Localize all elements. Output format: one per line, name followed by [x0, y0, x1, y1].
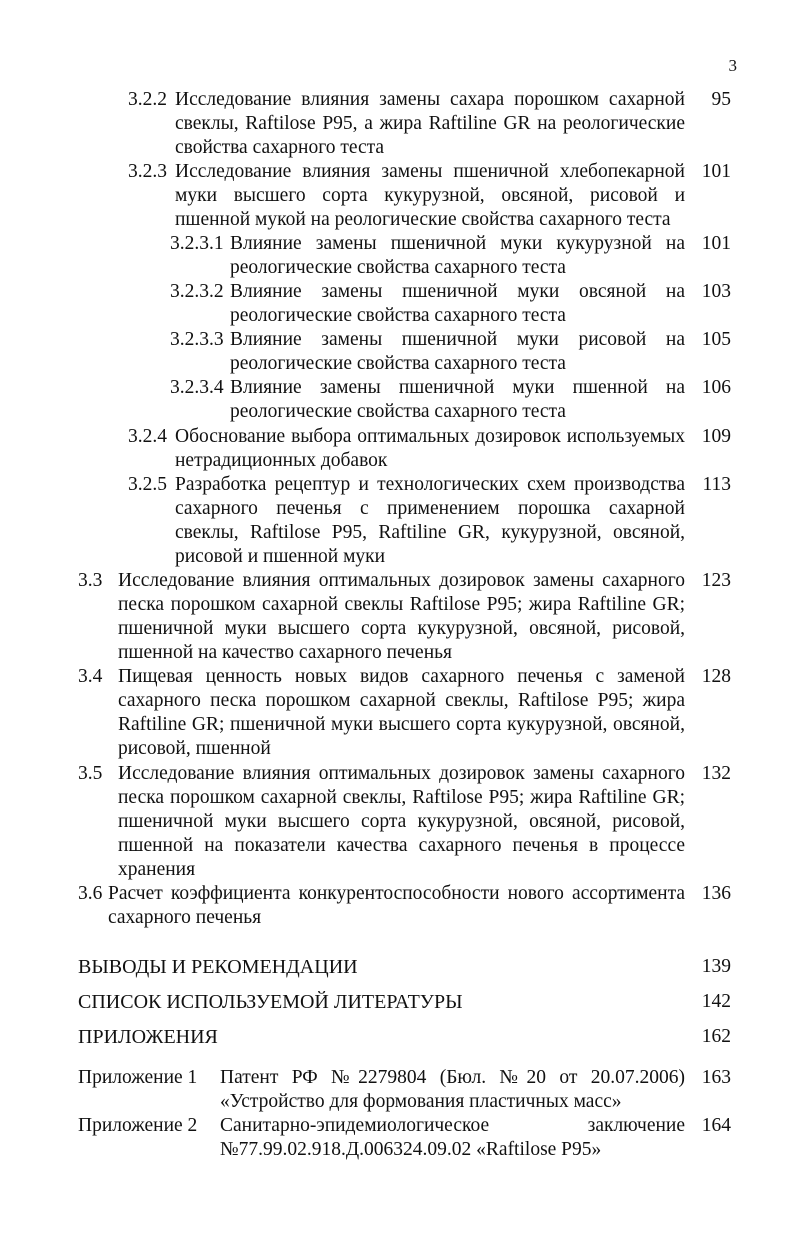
toc-entry-title: Исследование влияния замены сахара порошком сахарной свеклы, Raftilose P95, а жира Raftiline GR на реологические свойства сахарного теста: [175, 89, 685, 158]
toc-entry-page: 123: [701, 570, 731, 591]
toc-section-page: 162: [701, 1026, 731, 1047]
toc-entry-title: Расчет коэффициента конкурентоспособности нового ассортимента сахарного печенья: [108, 883, 685, 928]
toc-entry-page: 106: [701, 377, 731, 398]
appendix-page: 164: [701, 1115, 731, 1136]
toc-entry-page: 109: [701, 426, 731, 447]
appendix-title: Санитарно-эпидемиологическое заключение №77.99.02.918.Д.006324.09.02 «Raftilose P95»: [220, 1115, 685, 1160]
appendix-page: 163: [701, 1067, 731, 1088]
toc-entry-title: Исследование влияния оптимальных дозировок замены сахарного песка порошком сахарной свеклы Raftilose P95; жира Raftiline GR; пшеничной муки высшего сорта кукурузной, овсяной, рисовой, пшенной на качество сахарного печенья: [118, 570, 685, 663]
toc-entry-number: 3.6: [78, 883, 103, 904]
toc-entry-title: Исследование влияния замены пшеничной хлебопекарной муки высшего сорта кукурузной, овсяной, рисовой и пшенной мукой на реологические свойства сахарного теста: [175, 161, 685, 230]
toc-entry-page: 105: [701, 329, 731, 350]
toc-entry-title: Пищевая ценность новых видов сахарного печенья с заменой сахарного песка порошком сахарной свеклы, Raftilose P95; жира Raftiline GR; пшеничной муки высшего сорта кукурузной, овсяной, рисовой, пшенной: [118, 666, 685, 759]
toc-entry-number: 3.3: [78, 570, 103, 591]
toc-entry-number: 3.2.3.2: [170, 281, 224, 302]
appendix-title: Патент РФ №2279804 (Бюл. №20 от 20.07.2006) «Устройство для формования пластичных масс»: [220, 1067, 685, 1112]
toc-entry-page: 128: [701, 666, 731, 687]
toc-section-page: 139: [701, 956, 731, 977]
toc-entry-number: 3.2.3: [128, 161, 167, 182]
toc-entry-number: 3.2.2: [128, 89, 167, 110]
toc-entry-number: 3.2.5: [128, 474, 167, 495]
appendix-label: Приложение 2: [78, 1115, 198, 1136]
toc-entry-page: 136: [701, 883, 731, 904]
toc-entry-number: 3.4: [78, 666, 103, 687]
toc-entry-title: Исследование влияния оптимальных дозировок замены сахарного песка порошком сахарной свеклы, Raftilose P95; жира Raftiline GR; пшеничной муки высшего сорта кукурузной, овсяной, рисовой, пшенной на показатели качества сахарного печенья в процессе хранения: [118, 763, 685, 880]
toc-entry-page: 101: [701, 233, 731, 254]
toc-entry-page: 132: [701, 763, 731, 784]
toc-entry-title: Влияние замены пшеничной муки пшенной на реологические свойства сахарного теста: [230, 377, 685, 422]
toc-entry-title: Влияние замены пшеничной муки кукурузной на реологические свойства сахарного теста: [230, 233, 685, 278]
toc-entry-title: Влияние замены пшеничной муки овсяной на реологические свойства сахарного теста: [230, 281, 685, 326]
toc-entry-title: Обоснование выбора оптимальных дозировок используемых нетрадиционных добавок: [175, 426, 685, 471]
toc-entry-number: 3.2.3.4: [170, 377, 224, 398]
toc-section-page: 142: [701, 991, 731, 1012]
appendix-label: Приложение 1: [78, 1067, 198, 1088]
toc-entry-page: 113: [702, 474, 731, 495]
toc-section-title: ПРИЛОЖЕНИЯ: [78, 1026, 218, 1048]
toc-entry-page: 103: [701, 281, 731, 302]
toc-entry-number: 3.2.3.1: [170, 233, 224, 254]
page-number: 3: [728, 56, 737, 75]
toc-entry-title: Разработка рецептур и технологических схем производства сахарного печенья с применением порошка сахарной свеклы, Raftilose P95, Raftiline GR, кукурузной, овсяной, рисовой и пшенной муки: [175, 474, 685, 567]
toc-entry-number: 3.2.4: [128, 426, 167, 447]
toc-section-title: СПИСОК ИСПОЛЬЗУЕМОЙ ЛИТЕРАТУРЫ: [78, 991, 463, 1013]
toc-entry-page: 101: [701, 161, 731, 182]
toc-entry-number: 3.5: [78, 763, 103, 784]
toc-entry-page: 95: [711, 89, 731, 110]
toc-section-title: ВЫВОДЫ И РЕКОМЕНДАЦИИ: [78, 956, 358, 978]
toc-entry-number: 3.2.3.3: [170, 329, 224, 350]
toc-entry-title: Влияние замены пшеничной муки рисовой на реологические свойства сахарного теста: [230, 329, 685, 374]
